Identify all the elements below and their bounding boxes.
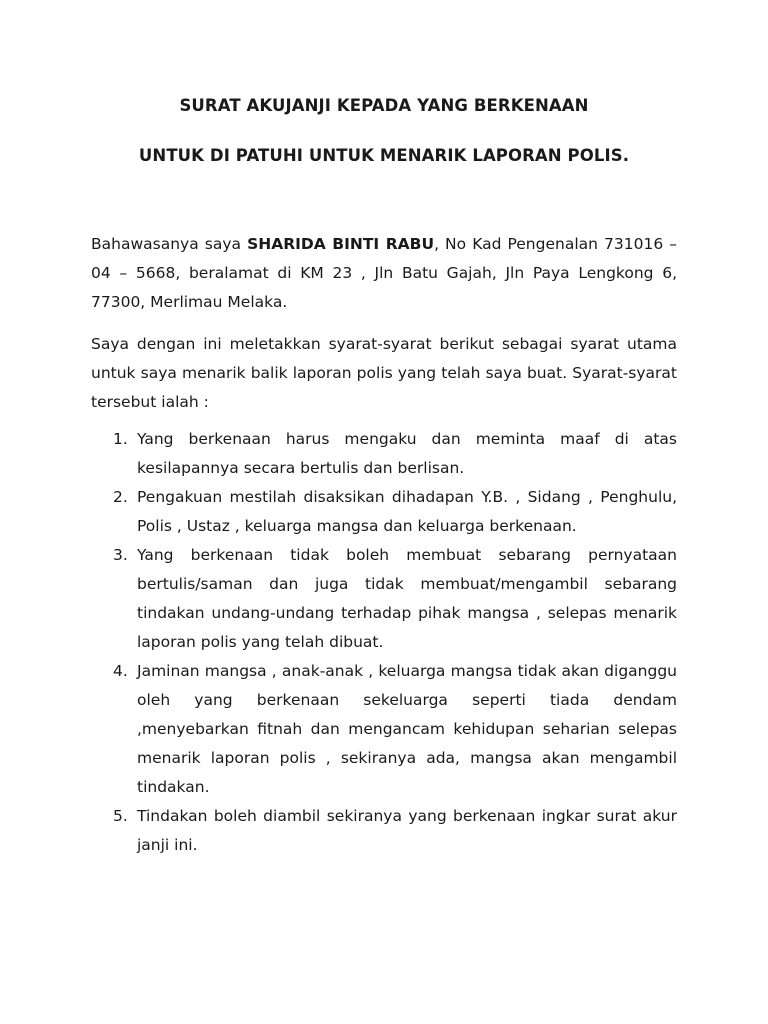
condition-number: 4. — [113, 662, 128, 680]
condition-number: 3. — [113, 546, 128, 564]
condition-text: Jaminan mangsa , anak-anak , keluarga mangsa tidak akan diganggu oleh yang berkenaan sekeluarga seperti tiada dendam ,menyebarkan fitnah dan mengancam kehidupan seharian selepas menarik laporan polis , sekiranya ada, mangsa akan mengambil tindakan. — [137, 662, 677, 796]
condition-item-4 — [91, 657, 677, 802]
condition-number: 5. — [113, 807, 128, 825]
document-title: SURAT AKUJANJI KEPADA YANG BERKENAAN — [179, 96, 589, 115]
intro-prefix: Bahawasanya saya — [91, 235, 248, 253]
condition-item-5 — [91, 802, 677, 860]
declarant-name: SHARIDA BINTI RABU — [247, 235, 435, 253]
condition-item-3 — [91, 541, 677, 657]
condition-text: Tindakan boleh diambil sekiranya yang berkenaan ingkar surat akur janji ini. — [137, 807, 677, 854]
intro-paragraph — [91, 230, 677, 317]
condition-number: 1. — [113, 430, 128, 448]
intro-suffix: , No Kad Pengenalan 731016 – 04 – 5668, beralamat di KM 23 , Jln Batu Gajah, Jln Paya Lengkong 6, 77300, Merlimau Melaka. — [91, 235, 677, 311]
condition-text: Pengakuan mestilah disaksikan dihadapan Y.B. , Sidang , Penghulu, Polis , Ustaz , keluarga mangsa dan keluarga berkenaan. — [137, 488, 677, 535]
condition-number: 2. — [113, 488, 128, 506]
document-subtitle: UNTUK DI PATUHI UNTUK MENARIK LAPORAN POLIS. — [138, 146, 630, 165]
condition-item-1 — [91, 425, 677, 483]
condition-text: Yang berkenaan harus mengaku dan meminta maaf di atas kesilapannya secara bertulis dan berlisan. — [137, 430, 677, 477]
condition-item-2 — [91, 483, 677, 541]
condition-text: Yang berkenaan tidak boleh membuat sebarang pernyataan bertulis/saman dan juga tidak membuat/mengambil sebarang tindakan undang-undang terhadap pihak mangsa , selepas menarik laporan polis yang telah dibuat. — [137, 546, 677, 651]
conditions-list — [91, 425, 677, 860]
statement-paragraph: Saya dengan ini meletakkan syarat-syarat berikut sebagai syarat utama untuk saya menarik balik laporan polis yang telah saya buat. Syarat-syarat tersebut ialah : — [91, 335, 677, 411]
